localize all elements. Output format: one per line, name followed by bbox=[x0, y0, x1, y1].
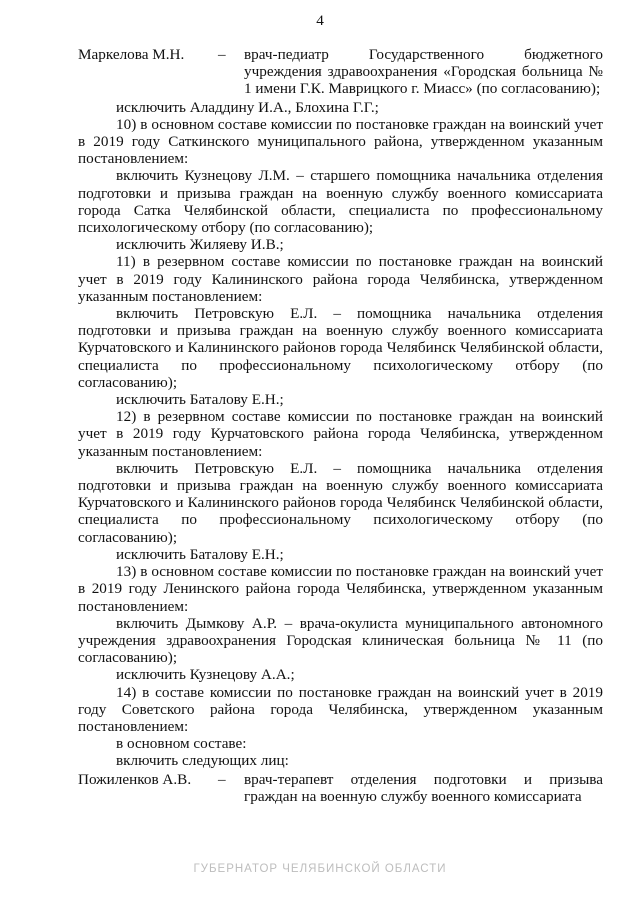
paragraph: включить Дымкову А.Р. – врача-окулиста муниципального автономного учреждения здравоохранения Городская клиническая больница № 11 (по согласованию); bbox=[78, 614, 603, 667]
paragraph: 10) в основном составе комиссии по постановке граждан на воинский учет в 2019 году Саткинского муниципального района, утвержденном указанным постановлением: bbox=[78, 115, 603, 168]
member-description: врач-терапевт отделения подготовки и призыва граждан на военную службу военного комиссариата bbox=[244, 770, 603, 805]
member-dash: – bbox=[218, 46, 226, 63]
paragraph: исключить Жиляеву И.В.; bbox=[116, 236, 284, 254]
paragraph: исключить Кузнецову А.А.; bbox=[116, 666, 295, 684]
member-entry bbox=[78, 771, 603, 805]
member-entry bbox=[78, 46, 603, 98]
paragraph: исключить Баталову Е.Н.; bbox=[116, 545, 284, 563]
page-number: 4 bbox=[316, 12, 324, 29]
paragraph: 13) в основном составе комиссии по постановке граждан на воинский учет в 2019 году Ленинского района города Челябинска, утвержденном указанным постановлением: bbox=[78, 563, 603, 615]
footer-watermark: ГУБЕРНАТОР ЧЕЛЯБИНСКОЙ ОБЛАСТИ bbox=[193, 863, 447, 875]
document-body bbox=[78, 46, 603, 805]
paragraph: включить Петровскую Е.Л. – помощника начальника отделения подготовки и призыва граждан на военную службу военного комиссариата Курчатовского и Калининского районов города Челябинск Челябинской области, специалиста по профессиональному психологическому отбору (по согласованию); bbox=[78, 459, 603, 546]
member-dash: – bbox=[218, 770, 226, 788]
paragraph: включить Кузнецову Л.М. – старшего помощника начальника отделения подготовки и призыва граждан на военную службу военного комиссариата города Сатка Челябинской области, специалиста по профессиональному психологическому отбору (по согласованию); bbox=[78, 167, 603, 237]
member-description: врач-педиатр Государственного бюджетного учреждения здравоохранения «Городская больница № 1 имени Г.К. Маврицкого г. Миасс» (по согласованию); bbox=[244, 46, 603, 98]
paragraph: 14) в составе комиссии по постановке граждан на воинский учет в 2019 году Советского района города Челябинска, утвержденном указанным постановлением: bbox=[78, 683, 603, 735]
paragraph: включить следующих лиц: bbox=[116, 752, 289, 770]
paragraph: в основном составе: bbox=[116, 735, 247, 753]
member-name: Пожиленков А.В. bbox=[78, 770, 192, 788]
paragraph: 12) в резервном составе комиссии по постановке граждан на воинский учет в 2019 году Курчатовского района города Челябинска, утвержденном указанным постановлением: bbox=[78, 408, 603, 460]
paragraph: включить Петровскую Е.Л. – помощника начальника отделения подготовки и призыва граждан на военную службу военного комиссариата Курчатовского и Калининского районов города Челябинск Челябинской области, специалиста по профессиональному психологическому отбору (по согласованию); bbox=[78, 305, 603, 391]
paragraph: исключить Аладдину И.А., Блохина Г.Г.; bbox=[116, 98, 379, 116]
paragraph: исключить Баталову Е.Н.; bbox=[116, 391, 284, 409]
member-name: Маркелова М.Н. bbox=[78, 46, 185, 63]
paragraph: 11) в резервном составе комиссии по постановке граждан на воинский учет в 2019 году Калининского района города Челябинска, утвержденном указанным постановлением: bbox=[78, 253, 603, 305]
